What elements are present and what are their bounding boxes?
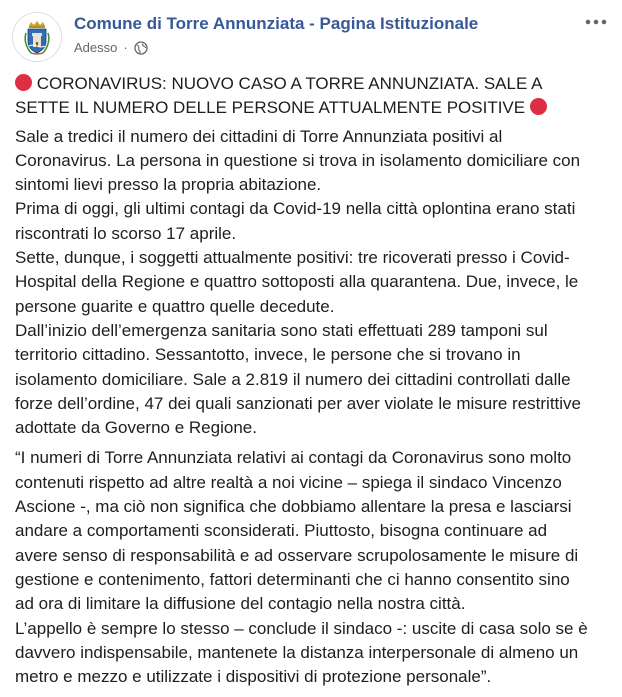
- meta-separator: ·: [123, 40, 128, 55]
- paragraph-line: forze dell’ordine, 47 dei quali sanzionati per aver violate le misure restrittive: [15, 393, 582, 413]
- paragraph-line: Sale a tredici il numero dei cittadini di Torre Annunziata positivi al: [15, 126, 503, 146]
- paragraph-line: andare a comportamenti sconsiderati. Piuttosto, bisogna continuare ad: [15, 521, 548, 541]
- paragraph-line: adottate da Governo e Regione.: [15, 418, 257, 438]
- paragraph-line: avere senso di responsabilità e ad osservare scrupolosamente le misure di: [15, 545, 579, 565]
- paragraph-line: isolamento domiciliare. Sale a 2.819 il numero dei cittadini controllati dalle: [15, 369, 571, 389]
- paragraph-line: Ascione -, ma ciò non significa che dobbiamo allentare la presa e lasciarsi: [15, 497, 572, 517]
- post-timestamp[interactable]: Adesso: [74, 40, 118, 55]
- post-content: [15, 72, 611, 695]
- paragraph-line: riscontrati lo scorso 17 aprile.: [15, 223, 237, 243]
- paragraph-line: sintomi lievi presso la propria abitazione.: [15, 175, 322, 195]
- paragraph-line: Sette, dunque, i soggetti attualmente positivi: tre ricoverati presso i Covid-: [15, 248, 570, 268]
- paragraph-line: persone guarite e quattro quelle decedute.: [15, 296, 335, 316]
- post-paragraph-1: [15, 125, 611, 441]
- more-options-icon[interactable]: [582, 10, 610, 34]
- paragraph-line: Coronavirus. La persona in questione si trova in isolamento domiciliare con: [15, 150, 581, 170]
- paragraph-line: Prima di oggi, gli ultimi contagi da Covid-19 nella città oplontina erano stati: [15, 199, 576, 219]
- title-line-1: CORONAVIRUS: NUOVO CASO A TORRE ANNUNZIATA. SALE A: [36, 74, 543, 93]
- paragraph-line: L’appello è sempre lo stesso – conclude il sindaco -: uscite di casa solo se è: [15, 618, 588, 638]
- paragraph-line: contenuti rispetto ad altre realtà a noi vicine – spiega il sindaco Vincenzo: [15, 472, 562, 492]
- coat-of-arms-icon: [13, 13, 61, 61]
- red-circle-icon: [15, 74, 32, 91]
- paragraph-line: davvero indispensabile, mantenete la distanza interpersonale di almeno un: [15, 642, 579, 662]
- page-avatar[interactable]: [12, 12, 62, 62]
- post-paragraph-2: [15, 446, 611, 689]
- title-line-2: SETTE IL NUMERO DELLE PERSONE ATTUALMENTE POSITIVE: [15, 98, 526, 118]
- post-title: [15, 72, 611, 121]
- paragraph-line: territorio cittadino. Sessantotto, invece, le persone che si trovano in: [15, 345, 521, 365]
- paragraph-line: metro e mezzo e utilizzate i dispositivi di protezione personale”.: [15, 667, 492, 687]
- red-circle-icon: [530, 98, 547, 115]
- post-meta: [74, 40, 148, 55]
- paragraph-line: ad ora di limitare la diffusione del contagio nella nostra città.: [15, 594, 466, 614]
- post-header: [12, 10, 612, 62]
- paragraph-line: “I numeri di Torre Annunziata relativi ai contagi da Coronavirus sono molto: [15, 448, 572, 468]
- globe-icon[interactable]: [134, 41, 148, 55]
- paragraph-line: gestione e contenimento, fattori determinanti che ci hanno consentito sino: [15, 569, 570, 589]
- paragraph-line: Hospital della Regione e quattro sottoposti alla quarantena. Due, invece, le: [15, 272, 579, 292]
- page-name-link[interactable]: Comune di Torre Annunziata - Pagina Istituzionale: [74, 14, 479, 33]
- paragraph-line: Dall’inizio dell’emergenza sanitaria sono stati effettuati 289 tamponi sul: [15, 320, 548, 340]
